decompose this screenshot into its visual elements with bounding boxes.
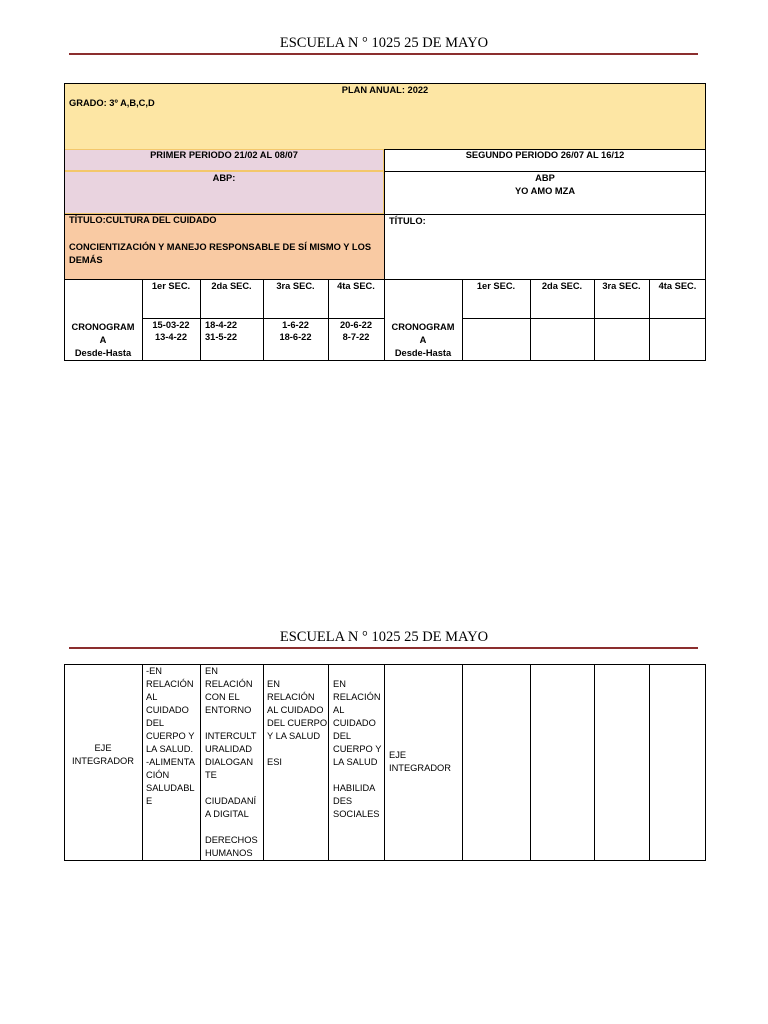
- eje-line: DERECHOS: [205, 835, 258, 845]
- eje-line: CIÓN: [146, 770, 170, 780]
- concientizacion-line-2: DEMÁS: [69, 255, 103, 265]
- table-border: [462, 318, 706, 319]
- eje-column-1: [146, 665, 200, 808]
- eje-line: TE: [205, 770, 217, 780]
- cronograma-label: A: [99, 335, 107, 345]
- eje-line: SALUDABL: [146, 783, 195, 793]
- sec-header: 2da SEC.: [541, 281, 583, 291]
- eje-line: RELACIÓN: [333, 692, 381, 702]
- titulo-left: TÍTULO:CULTURA DEL CUIDADO: [69, 215, 217, 225]
- eje-column-3: [267, 678, 328, 769]
- table-border: [200, 664, 201, 861]
- eje-line: LA SALUD.: [146, 744, 194, 754]
- segundo-periodo-label: SEGUNDO PERIODO 26/07 AL 16/12: [465, 150, 625, 160]
- eje-line: SOCIALES: [333, 809, 380, 819]
- table-border: [64, 860, 706, 861]
- eje-line: DEL: [333, 731, 352, 741]
- cronograma-label: Desde-Hasta: [74, 348, 132, 358]
- eje-line: RELACIÓN: [267, 692, 315, 702]
- eje-integrador-label: INTEGRADOR: [72, 756, 134, 766]
- date-from: 18-4-22: [205, 320, 238, 330]
- date-to: 13-4-22: [154, 332, 188, 342]
- eje-line: CUERPO Y: [333, 744, 382, 754]
- eje-line: A DIGITAL: [205, 809, 249, 819]
- cronograma-label: CRONOGRAM: [391, 322, 455, 332]
- grado-label: GRADO: 3º A,B,C,D: [69, 98, 155, 108]
- eje-column-2: [205, 665, 263, 860]
- eje-line: [333, 769, 384, 782]
- sec-header: 4ta SEC.: [658, 281, 697, 291]
- eje-line: CUERPO Y: [146, 731, 195, 741]
- eje-line: E: [146, 796, 153, 806]
- date-from: 20-6-22: [339, 320, 373, 330]
- eje-line: ESI: [267, 757, 282, 767]
- eje-line: [205, 782, 263, 795]
- eje-line: CUIDADO: [333, 718, 376, 728]
- eje-line: CON EL: [205, 692, 240, 702]
- table-border: [705, 664, 706, 861]
- heading-rule: [69, 53, 698, 55]
- eje-line: -ALIMENTA: [146, 757, 195, 767]
- eje-line: DEL: [146, 718, 165, 728]
- eje-column-4: [333, 678, 384, 821]
- sec-header: 2da SEC.: [211, 281, 252, 291]
- cronograma-label: CRONOGRAM: [71, 322, 135, 332]
- titulo-right: TÍTULO:: [389, 216, 426, 226]
- eje-integrador-right: INTEGRADOR: [389, 763, 451, 773]
- eje-line: URALIDAD: [205, 744, 253, 754]
- table-border: [142, 664, 143, 861]
- abp-left-label: ABP:: [212, 173, 236, 183]
- sec-header: 1er SEC.: [476, 281, 516, 291]
- eje-line: DIALOGAN: [205, 757, 254, 767]
- table-border: [530, 664, 531, 861]
- primer-periodo-label: PRIMER PERIODO 21/02 AL 08/07: [150, 150, 298, 160]
- sec-header: 3ra SEC.: [276, 281, 315, 291]
- date-to: 8-7-22: [342, 332, 370, 342]
- eje-line: RELACIÓN: [205, 679, 253, 689]
- eje-line: ENTORNO: [205, 705, 252, 715]
- table-border: [649, 664, 650, 861]
- page-heading: ESCUELA N ° 1025 25 DE MAYO: [279, 35, 489, 51]
- eje-line: EN: [333, 679, 346, 689]
- eje-line: -EN: [146, 666, 163, 676]
- eje-line: [205, 821, 263, 834]
- eje-line: [205, 717, 263, 730]
- heading-rule: [69, 647, 698, 649]
- sec-header: 1er SEC.: [151, 281, 191, 291]
- table-border: [64, 360, 706, 361]
- eje-line: LA SALUD: [333, 757, 378, 767]
- eje-line: DES: [333, 796, 353, 806]
- eje-line: EN: [267, 679, 280, 689]
- date-from: 1-6-22: [282, 320, 309, 330]
- eje-line: AL: [146, 692, 158, 702]
- eje-line: RELACIÓN: [146, 679, 194, 689]
- eje-line: CUIDADO: [146, 705, 189, 715]
- eje-line: EN: [205, 666, 218, 676]
- eje-line: AL: [333, 705, 345, 715]
- sec-header: 3ra SEC.: [602, 281, 641, 291]
- plan-anual-title: PLAN ANUAL: 2022: [341, 85, 429, 95]
- table-border: [594, 664, 595, 861]
- page-heading: ESCUELA N ° 1025 25 DE MAYO: [279, 629, 489, 645]
- eje-integrador-label: EJE: [94, 743, 112, 753]
- table-border: [263, 664, 264, 861]
- eje-line: DEL CUERPO: [267, 718, 328, 728]
- cronograma-label: Desde-Hasta: [394, 348, 452, 358]
- table-border: [462, 664, 463, 861]
- date-to: 31-5-22: [205, 332, 238, 342]
- eje-line: INTERCULT: [205, 731, 257, 741]
- eje-line: HUMANOS: [205, 848, 253, 858]
- abp-right-label: ABP: [535, 173, 555, 183]
- table-border: [64, 83, 65, 361]
- date-to: 18-6-22: [279, 332, 312, 342]
- eje-line: CIUDADANÍ: [205, 796, 257, 806]
- eje-line: HABILIDA: [333, 783, 376, 793]
- eje-line: Y LA SALUD: [267, 731, 321, 741]
- eje-line: AL CUIDADO: [267, 705, 324, 715]
- date-from: 15-03-22: [152, 320, 190, 330]
- eje-line: [267, 743, 328, 756]
- sec-header: 4ta SEC.: [337, 281, 375, 291]
- concientizacion-line-1: CONCIENTIZACIÓN Y MANEJO RESPONSABLE DE SÍ MISMO Y LOS: [69, 242, 372, 252]
- eje-integrador-right: EJE: [389, 750, 407, 760]
- cronograma-label: A: [419, 335, 427, 345]
- table-border: [328, 664, 329, 861]
- table-border: [705, 83, 706, 361]
- abp-right-title: YO AMO MZA: [514, 186, 576, 196]
- table-border: [384, 664, 385, 861]
